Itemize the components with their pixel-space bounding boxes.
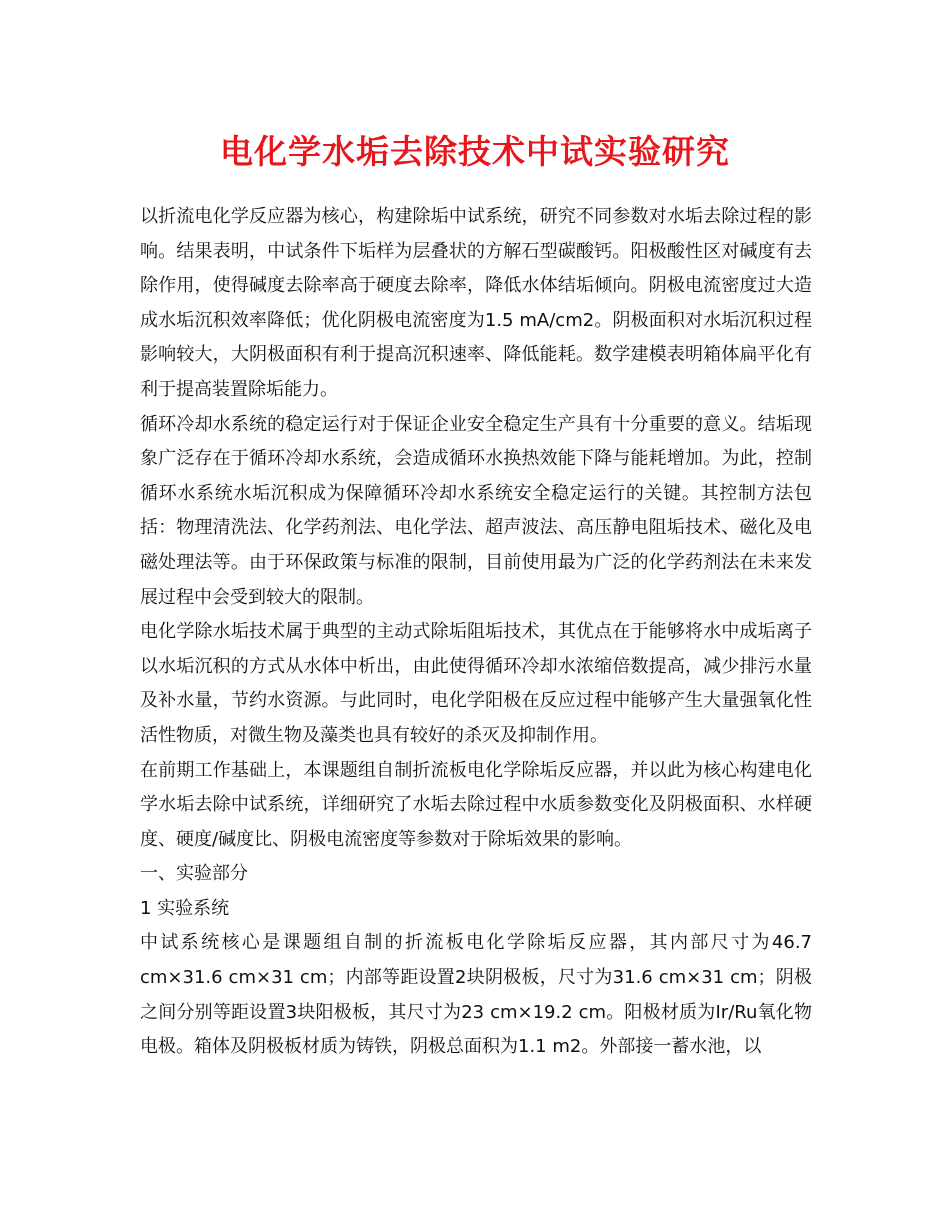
technology-paragraph: 电化学除水垢技术属于典型的主动式除垢阻垢技术，其优点在于能够将水中成垢离子以水垢沉积的方式从水体中析出，由此使得循环冷却水浓缩倍数提高，减少排污水量及补水量，节约水资源。与此同时，电化学阳极在反应过程中能够产生大量强氧化性活性物质，对微生物及藻类也具有较好的杀灭及抑制作用。 (140, 621, 812, 746)
objective-paragraph: 在前期工作基础上，本课题组自制折流板电化学除垢反应器，并以此为核心构建电化学水垢去除中试系统，详细研究了水垢去除过程中水质参数变化及阴极面积、水样硬度、硬度/碱度比、阴极电流密度等参数对于除垢效果的影响。 (140, 759, 812, 850)
subsection-heading: 1 实验系统 (140, 897, 230, 919)
background-paragraph: 循环冷却水系统的稳定运行对于保证企业安全稳定生产具有十分重要的意义。结垢现象广泛存在于循环冷却水系统，会造成循环水换热效能下降与能耗增加。为此，控制循环水系统水垢沉积成为保障循环冷却水系统安全稳定运行的关键。其控制方法包括：物理清洗法、化学药剂法、电化学法、超声波法、高压静电阻垢技术、磁化及电磁处理法等。由于环保政策与标准的限制，目前使用最为广泛的化学药剂法在未来发展过程中会受到较大的限制。 (140, 413, 812, 608)
section-heading: 一、实验部分 (140, 863, 248, 885)
abstract-paragraph: 以折流电化学反应器为核心，构建除垢中试系统，研究不同参数对水垢去除过程的影响。结果表明，中试条件下垢样为层叠状的方解石型碳酸钙。阳极酸性区对碱度有去除作用，使得碱度去除率高于硬度去除率，降低水体结垢倾向。阴极电流密度过大造成水垢沉积效率降低；优化阴极电流密度为1.5 mA/cm2。阴极面积对水垢沉积过程影响较大，大阴极面积有利于提高沉积速率、降低能耗。数学建模表明箱体扁平化有利于提高装置除垢能力。 (140, 206, 812, 400)
document-title: 电化学水垢去除技术中试实验研究 (220, 132, 730, 171)
document-body (140, 200, 812, 1065)
system-description-paragraph: 中试系统核心是课题组自制的折流板电化学除垢反应器，其内部尺寸为46.7 cm×31.6 cm×31 cm；内部等距设置2块阴极板，尺寸为31.6 cm×31 cm；阴极之间分别等距设置3块阳极板，其尺寸为23 cm×19.2 cm。阳极材质为Ir/Ru氧化物电极。箱体及阴极板材质为铸铁，阴极总面积为1.1 m2。外部接一蓄水池，以 (140, 932, 812, 1058)
